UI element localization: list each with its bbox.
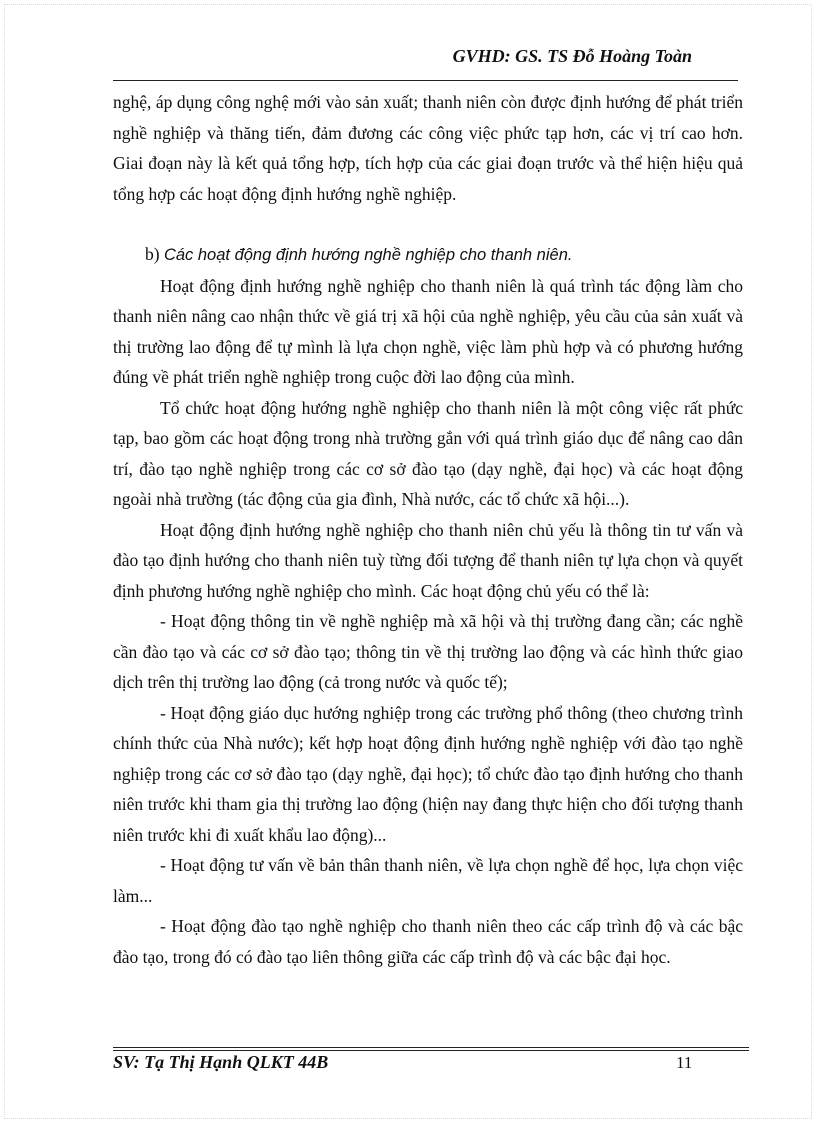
page-number: 11 (676, 1053, 693, 1072)
header-rule (113, 80, 738, 81)
document-body (113, 87, 743, 972)
bullet-item: - Hoạt động tư vấn về bản thân thanh niên, về lựa chọn nghề để học, lựa chọn việc làm... (113, 855, 743, 906)
bullet-item: - Hoạt động đào tạo nghề nghiệp cho thanh niên theo các cấp trình độ và các bậc đào tạo, trong đó có đào tạo liên thông giữa các cấp trình độ và các bậc đại học. (113, 916, 743, 967)
section-heading (113, 239, 743, 271)
paragraph: Tổ chức hoạt động hướng nghề nghiệp cho thanh niên là một công việc rất phức tạp, bao gồm các hoạt động trong nhà trường gắn với quá trình giáo dục để nâng cao dân trí, đào tạo nghề nghiệp trong các cơ sở đào tạo (dạy nghề, đại học) và các hoạt động ngoài nhà trường (tác động của gia đình, Nhà nước, các tổ chức xã hội...). (113, 397, 743, 509)
section-heading-label: b) (145, 244, 160, 264)
bullet-item: - Hoạt động thông tin về nghề nghiệp mà xã hội và thị trường đang cần; các nghề cần đào tạo và các cơ sở đào tạo; thông tin về thị trường lao động và các hình thức giao dịch trên thị trường lao động (cả trong nước và quốc tế); (113, 611, 743, 692)
bullet-item: - Hoạt động giáo dục hướng nghiệp trong các trường phổ thông (theo chương trình chính thức của Nhà nước); kết hợp hoạt động định hướng nghề nghiệp với đào tạo nghề nghiệp trong các cơ sở đào tạo (dạy nghề, đại học); tổ chức đào tạo định hướng cho thanh niên trước khi tham gia thị trường lao động (hiện nay đang thực hiện cho đối tượng thanh niên trước khi đi xuất khẩu lao động)... (113, 702, 743, 845)
paragraph: nghệ, áp dụng công nghệ mới vào sản xuất; thanh niên còn được định hướng để phát triển nghề nghiệp và thăng tiến, đảm đương các công việc phức tạp hơn, các vị trí cao hơn. Giai đoạn này là kết quả tổng hợp, tích hợp của các giai đoạn trước và thể hiện hiệu quả tổng hợp các hoạt động định hướng nghề nghiệp. (113, 92, 743, 204)
footer-author: SV: Tạ Thị Hạnh QLKT 44B (113, 1052, 329, 1072)
footer-rule (113, 1047, 749, 1048)
footer-rule-secondary (113, 1050, 749, 1051)
section-heading-text: Các hoạt động định hướng nghề nghiệp cho thanh niên. (163, 246, 573, 264)
header-title: GVHD: GS. TS Đỗ Hoàng Toàn (452, 46, 692, 66)
paragraph: Hoạt động định hướng nghề nghiệp cho thanh niên chủ yếu là thông tin tư vấn và đào tạo định hướng cho thanh niên tuỳ từng đối tượng để thanh niên tự lựa chọn và quyết định phương hướng nghề nghiệp cho mình. Các hoạt động chủ yếu có thể là: (113, 519, 743, 601)
paragraph: Hoạt động định hướng nghề nghiệp cho thanh niên là quá trình tác động làm cho thanh niên nâng cao nhận thức về giá trị xã hội của nghề nghiệp, yêu cầu của sản xuất và thị trường lao động để tự mình là lựa chọn nghề, việc làm phù hợp và có phương hướng đúng về phát triển nghề nghiệp trong cuộc đời lao động của mình. (113, 275, 743, 387)
paragraph-gap (113, 209, 743, 239)
